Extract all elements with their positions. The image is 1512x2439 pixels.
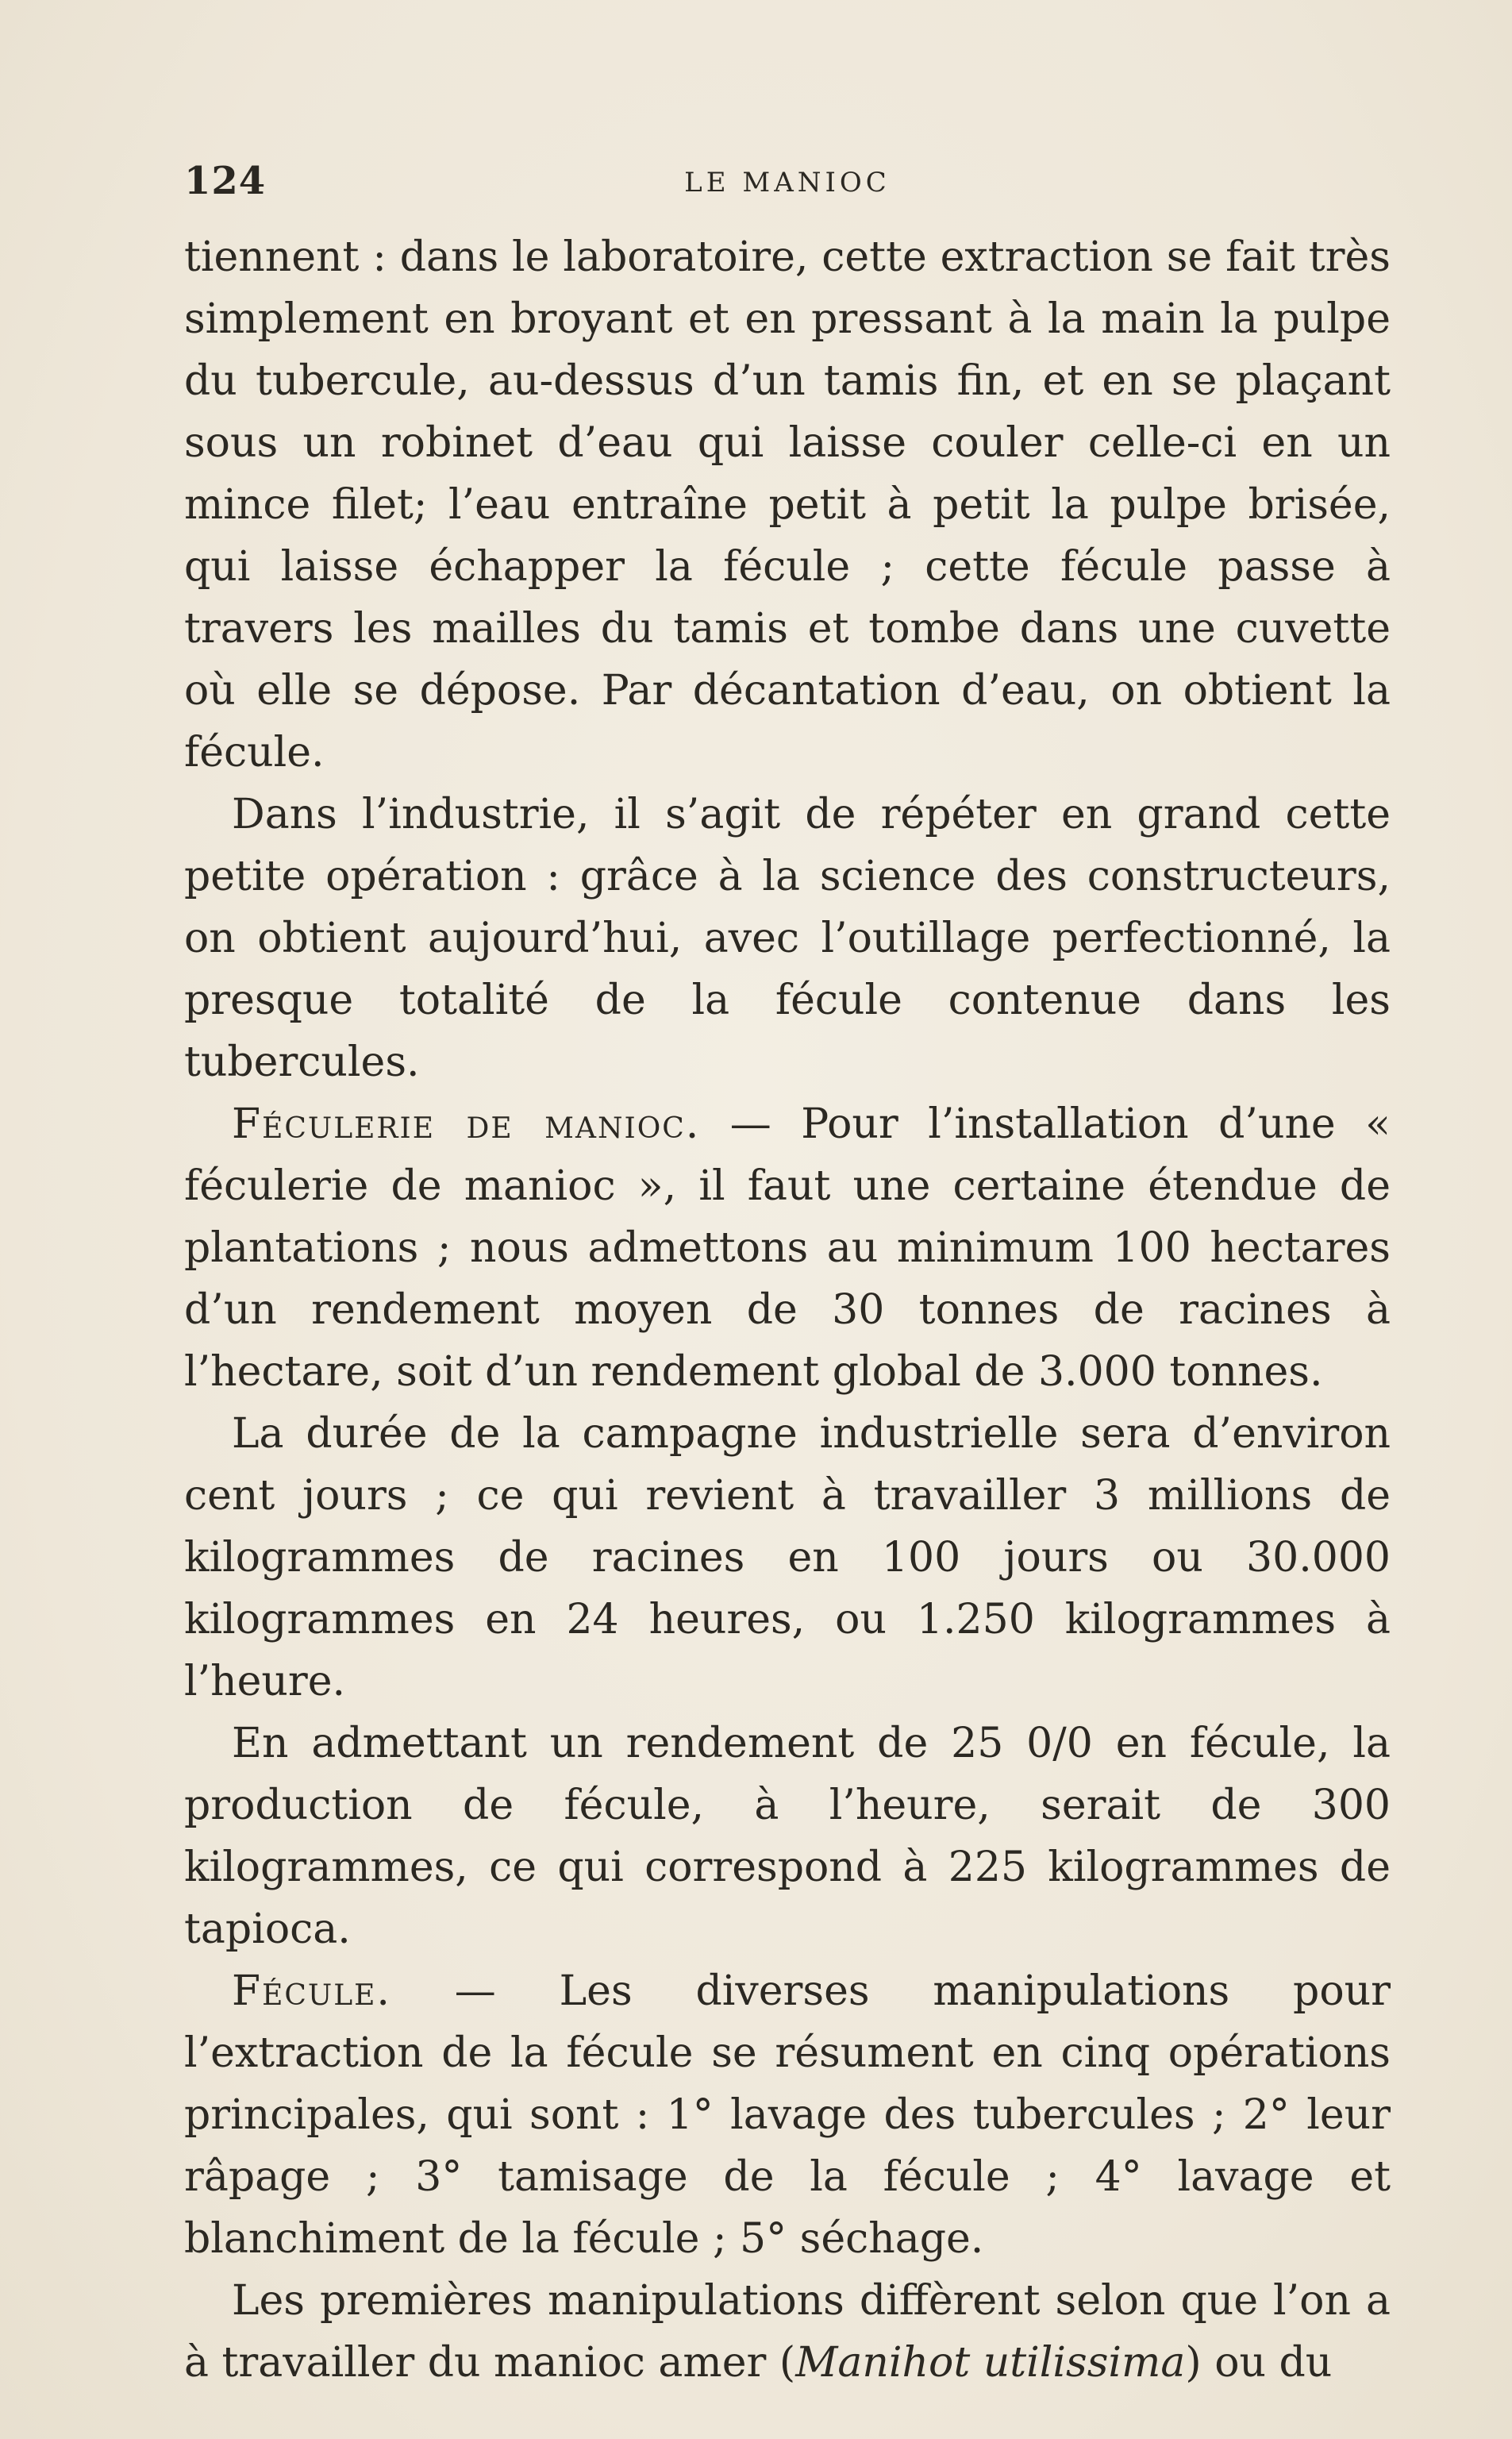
paragraph-industry bbox=[184, 784, 1391, 1093]
paragraph-yield bbox=[184, 1713, 1391, 1960]
species-name: Manihot utilissima bbox=[795, 2339, 1186, 2387]
paragraph-text: — Les diverses manipulations pour l’extraction de la fécule se résument en cinq opérations principales, qui sont : 1° lavage des tubercules ; 2° leur râpage ; 3° tamisage de la fécule ; 4° lavage et blanchiment de la fécule ; 5° séchage. bbox=[184, 1967, 1391, 2263]
section-heading: Féculerie de manioc. bbox=[232, 1100, 701, 1148]
paragraph-campaign bbox=[184, 1403, 1391, 1713]
paragraph-text: La durée de la campagne industrielle sera d’environ cent jours ; ce qui revient à travailler 3 millions de kilogrammes de racines en 100 jours ou 30.000 kilogrammes en 24 heures, ou 1.250 kilogrammes à l’heure. bbox=[184, 1410, 1391, 1705]
section-heading: Fécule. bbox=[232, 1967, 391, 2015]
page-number: 124 bbox=[184, 159, 267, 203]
paragraph-text: — Pour l’installation d’une « féculerie de manioc », il faut une certaine étendue de plantations ; nous admettons au minimum 100 hectares d’un rendement moyen de 30 tonnes de racines à l’hectare, soit d’un rendement global de 3.000 tonnes. bbox=[184, 1100, 1391, 1396]
paragraph-text: tiennent : dans le laboratoire, cette extraction se fait très simplement en broyant et en pressant à la main la pulpe du tubercule, au-dessus d’un tamis fin, et en se plaçant sous un robinet d’eau qui laisse couler celle-ci en un mince filet; l’eau entraîne petit à petit la pulpe brisée, qui laisse échapper la fécule ; cette fécule passe à travers les mailles du tamis et tombe dans une cuvette où elle se dépose. Par décantation d’eau, on obtient la fécule. bbox=[184, 233, 1391, 776]
running-title: LE MANIOC bbox=[684, 167, 891, 198]
paragraph-feculerie bbox=[184, 1093, 1391, 1403]
page-header bbox=[184, 159, 1391, 206]
paragraph-fecule bbox=[184, 1960, 1391, 2270]
body-text bbox=[184, 226, 1391, 2394]
paragraph-continued bbox=[184, 226, 1391, 784]
paragraph-text: Les premières manipulations diffèrent selon que l’on a à travailler du manioc amer ( bbox=[184, 2277, 1391, 2387]
paragraph-manipulations bbox=[184, 2270, 1391, 2394]
paragraph-text: En admettant un rendement de 25 0/0 en fécule, la production de fécule, à l’heure, serait de 300 kilogrammes, ce qui correspond à 225 kilogrammes de tapioca. bbox=[184, 1720, 1391, 1953]
paragraph-text: ) ou du bbox=[1185, 2339, 1333, 2387]
paragraph-text: Dans l’industrie, il s’agit de répéter en grand cette petite opération : grâce à la science des constructeurs, on obtient aujourd’hui, avec l’outillage perfectionné, la presque totalité de la fécule contenue dans les tubercules. bbox=[184, 791, 1391, 1086]
